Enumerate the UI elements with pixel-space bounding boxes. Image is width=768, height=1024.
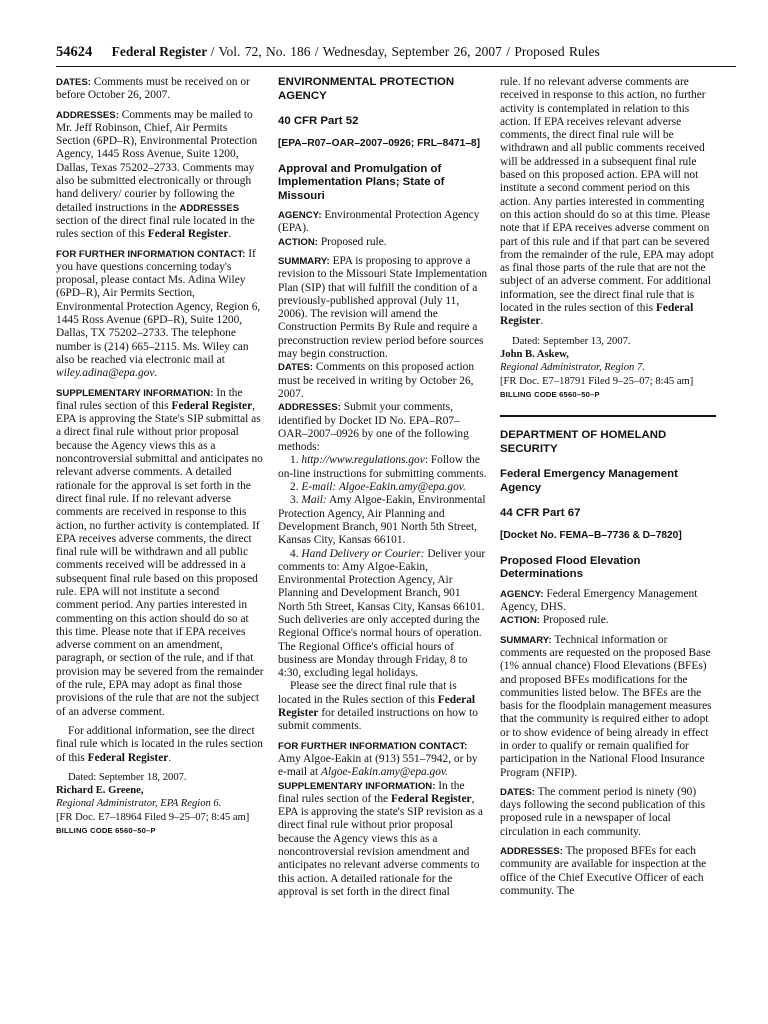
continued-paragraph: rule. If no relevant adverse comments are received in response to this action, no further activity is contemplated in relation to this action. If EPA receives relevant adverse comments, the direct final rule will be withdrawn and all public comments received will be addressed in a subsequent final rule based on this proposed action. EPA will not institute a second comment period on this action. Any parties interested in commenting on this action should do so at this time. Please note that if EPA receives adverse comment on part of this rule and if that part can be severed from the remainder of the rule, EPA may adopt as final those parts of the rule that are not the subject of an adverse comment. For additional information, see the direct final rule that is located in the rules section of this Federal Register. — [500, 76, 714, 328]
header-rule — [56, 66, 736, 67]
supplementary-text-2: , EPA is approving the State's SIP submittal as a direct final rule without prior proposal because the Agency views this as a noncontroversial submittal and anticipates no relevant adverse comments. A detailed rationale for the approval is set forth in the direct final rule. If no relevant adverse comments are received in response to this action, no further activity is contemplated. If EPA receives adverse comments, the direct final rule will be withdrawn and all public comments received will be addressed in a subsequent final rule based on this proposed rule. EPA will not institute a second comment period. Any parties interested in commenting on this action should do so at this time. Please note that if EPA receives adverse comment on an amendment, paragraph, or section of the rule, and if that provision may be severed from the remainder of the rule, EPA may adopt as final those provisions of the rule that are not the subject of an adverse comment. — [56, 399, 264, 718]
see-text-2: for detailed instructions on how to submit comments. — [278, 707, 478, 733]
mail-method-label: Mail: — [301, 494, 327, 507]
dates-paragraph — [278, 361, 488, 401]
addresses-paragraph — [278, 401, 488, 454]
action-label: ACTION: — [278, 236, 318, 248]
see-text-1: Please see the direct final rule that is located in the Rules section of this — [278, 680, 457, 706]
method-3-number: 3. — [290, 494, 299, 507]
summary-paragraph — [278, 255, 488, 361]
column-middle — [278, 76, 488, 899]
dates-text: The comment period is ninety (90) days following the second publication of this proposed rule in a newspaper of local circulation in each community. — [500, 785, 705, 838]
contact-text: If you have questions concerning today's proposal, please contact Ms. Adina Wiley (6PD–R), Air Permits Section, Environmental Protection Agency, Region 6, 1445 Ross Avenue (6PD–R), Suite 1200, Dallas, TX 75202–2733. The telephone number is (214) 665–2115. Ms. Wiley can also be reached via electronic mail at — [56, 247, 261, 366]
action-paragraph — [500, 614, 716, 627]
dated-line: Dated: September 18, 2007. — [68, 771, 187, 783]
contact-paragraph — [278, 740, 488, 780]
docket-number: [Docket No. FEMA–B–7736 & D–7820] — [500, 530, 682, 542]
addresses-text: The proposed BFEs for each community are available for inspection at the office of the Chief Executive Officer of each community. The — [500, 845, 707, 897]
billing-code: BILLING CODE 6560–50–P — [500, 389, 600, 399]
additional-info-paragraph: For additional information, see the direct final rule which is located in the rules section of this Federal Register. — [56, 724, 263, 764]
addresses-text: Submit your comments, identified by Docket ID No. EPA–R07–OAR–2007–0926 by one of the following methods: — [278, 401, 469, 454]
dates-label: DATES: — [278, 362, 313, 374]
issue-details: / Vol. 72, No. 186 / Wednesday, September 26, 2007 / Proposed Rules — [210, 44, 600, 59]
agency-heading: ENVIRONMENTAL PROTECTION AGENCY — [278, 76, 455, 102]
agency-paragraph — [278, 209, 488, 236]
fr-doc-line: [FR Doc. E7–18964 Filed 9–25–07; 8:45 am] — [56, 811, 250, 823]
addresses-label: ADDRESSES: — [500, 846, 563, 858]
dates-label: DATES: — [500, 786, 535, 798]
summary-text: EPA is proposing to approve a revision to the Missouri State Implementation Plan (SIP) that will fulfill the condition of a previously-published approval (July 11, 2006). The revision will amend the Construction Permits By Rule and require a preconstruction review period before sources may begin construction. — [278, 254, 488, 361]
method-2 — [278, 481, 488, 494]
signer-title: Regional Administrator, Region 7. — [500, 362, 645, 374]
addresses-ref: ADDRESSES — [179, 202, 240, 214]
regulations-link[interactable]: http://www.regulations.gov — [301, 454, 425, 467]
fr-doc-line: [FR Doc. E7–18791 Filed 9–25–07; 8:45 am] — [500, 375, 694, 387]
rule-title: Approval and Promulgation of Implementation Plans; State of Missouri — [278, 162, 445, 202]
method-1-text: : Follow the on-line instructions for submitting comments. — [278, 454, 487, 480]
supplementary-text-1: In the final rules section of this — [56, 386, 243, 412]
addresses-label: ADDRESSES: — [56, 109, 119, 121]
supplementary-text-1: In the final rules section of the — [278, 779, 465, 805]
cfr-part: 40 CFR Part 52 — [278, 115, 359, 127]
billing-code: BILLING CODE 6560–50–P — [56, 826, 156, 836]
dates-paragraph — [500, 786, 716, 839]
publication-name: Federal Register — [111, 44, 208, 59]
dated-line: Dated: September 13, 2007. — [512, 335, 631, 347]
page-number: 54624 — [56, 44, 93, 60]
agency-text: Federal Emergency Management Agency, DHS. — [500, 587, 698, 614]
section-divider — [500, 415, 716, 417]
signer-title: Regional Administrator, EPA Region 6. — [56, 798, 222, 810]
supplementary-paragraph — [278, 780, 488, 900]
federal-register-ref: Federal Register — [147, 228, 229, 241]
additional-info-text: For additional information, see the direct final rule which is located in the rules section of this — [56, 724, 263, 764]
method-3 — [278, 494, 488, 547]
continued-text: rule. If no relevant adverse comments are received in response to this action, no further activity is contemplated in relation to this action. If EPA receives relevant adverse comments, the direct final rule will be withdrawn and all public comments received will be addressed in a subsequent final rule based on this proposed action. EPA will not institute a second comment period on this action. Any parties interested in commenting on this action should do so at this time. Please note that if EPA receives adverse comment on part of this rule and if that part can be severed from the remainder of the rule, EPA may adopt as final those parts of the rule that are not the subject of an adverse comment. For additional information, see the direct final rule that is located in the rules section of this — [500, 76, 714, 315]
addresses-paragraph — [500, 845, 716, 898]
action-paragraph — [278, 236, 488, 249]
summary-label: SUMMARY: — [278, 255, 330, 267]
contact-email: Algoe-Eakin.amy@epa.gov. — [321, 766, 449, 779]
docket-number: [EPA–R07–OAR–2007–0926; FRL–8471–8] — [278, 138, 480, 150]
agency-label: AGENCY: — [278, 210, 322, 222]
mail-method-text: Amy Algoe-Eakin, Environmental Protection Agency, Air Planning and Development Branch, 901 North 5th Street, Kansas City, Kansas 66101. — [278, 494, 486, 547]
rule-title: Proposed Flood Elevation Determinations — [500, 554, 641, 581]
method-1 — [278, 454, 488, 481]
department-heading: DEPARTMENT OF HOMELAND SECURITY — [500, 429, 667, 455]
agency-paragraph — [500, 588, 716, 615]
contact-text: Amy Algoe-Eakin at (913) 551–7942, or by e-mail at — [278, 752, 478, 779]
federal-register-ref: Federal Register — [278, 693, 476, 720]
see-direct-final-paragraph — [278, 680, 488, 733]
supplementary-label: SUPPLEMENTARY INFORMATION: — [278, 780, 436, 792]
contact-label: FOR FURTHER INFORMATION CONTACT: — [56, 248, 246, 260]
supplementary-label: SUPPLEMENTARY INFORMATION: — [56, 387, 214, 399]
dates-text: Comments on this proposed action must be received in writing by October 26, 2007. — [278, 361, 475, 400]
subagency-heading: Federal Emergency Management Agency — [500, 468, 678, 494]
contact-email: wiley.adina@epa.gov — [56, 367, 155, 380]
method-4 — [278, 548, 488, 681]
addresses-paragraph: ADDRESSES: Comments may be mailed to Mr. Jeff Robinson, Chief, Air Permits Section (6PD–R), Environmental Protection Agency, 1445 Ross Avenue, Suite 1200, Dallas, Texas 75202–2733. Comments may also be submitted electronically or through hand delivery/ courier by following the detailed instructions in the ADDRESSES section of the direct final rule located in the rules section of this Federal Register. — [56, 108, 258, 241]
contact-label: FOR FURTHER INFORMATION CONTACT: — [278, 740, 468, 752]
action-label: ACTION: — [500, 615, 540, 627]
addresses-label: ADDRESSES: — [278, 402, 341, 414]
agency-text: Environmental Protection Agency (EPA). — [278, 209, 480, 235]
dates-label: DATES: — [56, 77, 91, 88]
column-right — [500, 76, 716, 898]
addresses-text-2: section of the direct final rule located in the rules section of this — [56, 214, 255, 241]
agency-label: AGENCY: — [500, 588, 544, 600]
supplementary-text-2: , EPA is approving the state's SIP revision as a direct final rule without prior proposal because the Agency views this as a noncontroversial revision amendment and anticipates no relevant adverse comments to this action. A detailed rationale for the approval is set forth in the direct final — [278, 792, 483, 898]
signer-name: Richard E. Greene, — [56, 785, 144, 797]
page-header — [56, 43, 736, 63]
contact-paragraph: FOR FURTHER INFORMATION CONTACT: If you have questions concerning today's proposal, please contact Ms. Adina Wiley (6PD–R), Air Permits Section, Environmental Protection Agency, Region 6, 1445 Ross Avenue (6PD–R), Suite 1200, Dallas, TX 75202–2733. The telephone number is (214) 665–2115. Ms. Wiley can also be reached via electronic mail at wiley.adina@epa.gov. — [56, 247, 261, 380]
cfr-part: 44 CFR Part 67 — [500, 507, 581, 520]
column-left — [56, 76, 264, 837]
hand-delivery-label: Hand Delivery or Courier: — [301, 547, 425, 560]
supplementary-paragraph — [56, 387, 264, 719]
action-text: Proposed rule. — [542, 614, 609, 627]
method-1-number: 1. — [290, 454, 299, 467]
hand-delivery-text: Deliver your comments to: Amy Algoe-Eakin, Environmental Protection Agency, Air Planning and Development Branch, 901 North 5th Street, Kansas City, Kansas 66101. Such deliveries are only accepted during the Regional Office's normal hours of operation. The Regional Office's official hours of business are Monday through Friday, 8 to 4:30, excluding legal holidays. — [278, 547, 486, 680]
federal-register-ref: Federal Register — [500, 302, 694, 328]
dates-text: Comments must be received on or before October 26, 2007. — [56, 76, 250, 102]
summary-paragraph — [500, 634, 716, 780]
method-2-number: 2. — [290, 481, 299, 494]
federal-register-ref: Federal Register — [87, 751, 169, 764]
summary-text: Technical information or comments are requested on the proposed Base (1% annual chance) Flood Elevations (BFEs) and proposed BFEs modifications for the communities listed below. The BFEs are the basis for the floodplain management measures that the community is required either to adopt or to show evidence of being already in effect in order to qualify or remain qualified for participation in the National Flood Insurance Program (NFIP). — [500, 633, 712, 779]
addresses-text: Comments may be mailed to Mr. Jeff Robinson, Chief, Air Permits Section (6PD–R), Environmental Protection Agency, 1445 Ross Avenue, Suite 1200, Dallas, Texas 75202–2733. Comments may also be submitted electronically or through hand delivery/ courier by following the detailed instructions in the — [56, 108, 258, 214]
federal-register-ref: Federal Register — [171, 399, 253, 412]
signer-name: John B. Askew, — [500, 348, 569, 360]
summary-label: SUMMARY: — [500, 634, 552, 646]
dates-paragraph — [56, 76, 264, 103]
email-method: E-mail: Algoe-Eakin.amy@epa.gov. — [301, 481, 466, 494]
federal-register-ref: Federal Register — [390, 792, 472, 805]
action-text: Proposed rule. — [320, 235, 387, 248]
method-4-number: 4. — [290, 547, 299, 560]
